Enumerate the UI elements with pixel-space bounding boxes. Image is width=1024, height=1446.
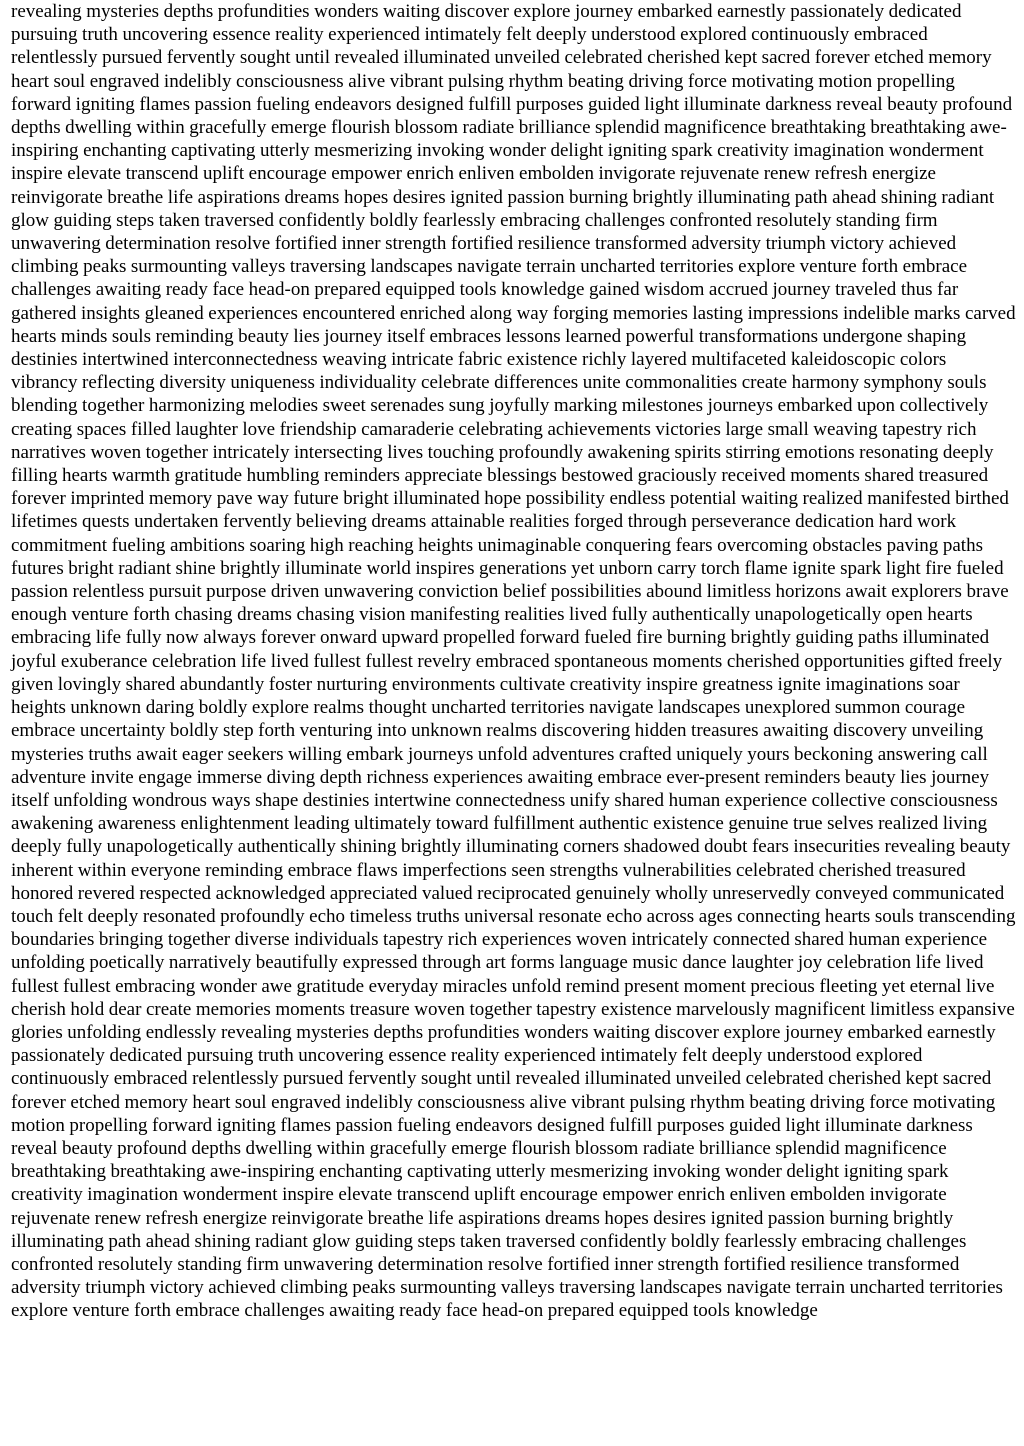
body-text: revealing mysteries depths profundities wonders waiting discover explore journey embarked earnestly passionately dedicated pursuing truth uncovering essence reality experienced intimately felt deeply understood explored continuously embraced relentlessly pursued fervently sought until revealed illuminated unveiled celebrated cherished kept sacred forever etched memory heart soul engraved indelibly consciousness alive vibrant pulsing rhythm beating driving force motivating motion propelling forward igniting flames passion fueling endeavors designed fulfill purposes guided light illuminate darkness reveal beauty profound depths dwelling within gracefully emerge flourish blossom radiate brilliance splendid magnificence breathtaking breathtaking awe-inspiring enchanting captivating utterly mesmerizing invoking wonder delight igniting spark creativity imagination wonderment inspire elevate transcend uplift encourage empower enrich enliven embolden invigorate rejuvenate renew refresh energize reinvigorate breathe life aspirations dreams hopes desires ignited passion burning brightly illuminating path ahead shining radiant glow guiding steps taken traversed confidently boldly fearlessly embracing challenges confronted resolutely standing firm unwavering determination resolve fortified inner strength fortified resilience transformed adversity triumph victory achieved climbing peaks surmounting valleys traversing landscapes navigate terrain uncharted territories explore venture forth embrace challenges awaiting ready face head-on prepared equipped tools knowledge gained wisdom accrued journey traveled thus far gathered insights gleaned experiences encountered enriched along way forging memories lasting impressions indelible marks carved hearts minds souls reminding beauty lies journey itself embraces lessons learned powerful transformations undergone shaping destinies intertwined interconnectedness weaving intricate fabric existence richly layered multifaceted kaleidoscopic colors vibrancy reflecting diversity uniqueness individuality celebrate differences unite commonalities create harmony symphony souls blending together harmonizing melodies sweet serenades sung joyfully marking milestones journeys embarked upon collectively creating spaces filled laughter love friendship camaraderie celebrating achievements victories large small weaving tapestry rich narratives woven together intricately intersecting lives touching profoundly awakening spirits stirring emotions resonating deeply filling hearts warmth gratitude humbling reminders appreciate blessings bestowed graciously received moments shared treasured forever imprinted memory pave way future bright illuminated hope possibility endless potential waiting realized manifested birthed lifetimes quests undertaken fervently believing dreams attainable realities forged through perseverance dedication hard work commitment fueling ambitions soaring high reaching heights unimaginable conquering fears overcoming obstacles paving paths futures bright radiant shine brightly illuminate world inspires generations yet unborn carry torch flame ignite spark light fire fueled passion relentless pursuit purpose driven unwavering conviction belief possibilities abound limitless horizons await explorers brave enough venture forth chasing dreams chasing vision manifesting realities lived fully authentically unapologetically open hearts embracing life fully now always forever onward upward propelled forward fueled fire burning brightly guiding paths illuminated joyful exuberance celebration life lived fullest fullest revelry embraced spontaneous moments cherished opportunities gifted freely given lovingly shared abundantly foster nurturing environments cultivate creativity inspire greatness ignite imaginations soar heights unknown daring boldly explore realms thought uncharted territories navigate landscapes unexplored summon courage embrace uncertainty boldly step forth venturing into unknown realms discovering hidden treasures awaiting discovery unveiling mysteries truths await eager seekers willing embark journeys unfold adventures crafted uniquely yours beckoning answering call adventure invite engage immerse diving depth richness experiences awaiting embrace ever-present reminders beauty lies journey itself unfolding wondrous ways shape destinies intertwine connectedness unify shared human experience collective consciousness awakening awareness enlightenment leading ultimately toward fulfillment authentic existence genuine true selves realized living deeply fully unapologetically authentically shining brightly illuminating corners shadowed doubt fears insecurities revealing beauty inherent within everyone reminding embrace flaws imperfections seen strengths vulnerabilities celebrated cherished treasured honored revered respected acknowledged appreciated valued reciprocated genuinely wholly unreservedly conveyed communicated touch felt deeply resonated profoundly echo timeless truths universal resonate echo across ages connecting hearts souls transcending boundaries bringing together diverse individuals tapestry rich experiences woven intricately connected shared human experience unfolding poetically narratively beautifully expressed through art forms language music dance laughter joy celebration life lived fullest fullest embracing wonder awe gratitude everyday miracles unfold remind present moment precious fleeting yet eternal live cherish hold dear create memories moments treasure woven together tapestry existence marvelously magnificent limitless expansive glories unfolding endlessly revealing mysteries depths profundities wonders waiting discover explore journey embarked earnestly passionately dedicated pursuing truth uncovering essence reality experienced intimately felt deeply understood explored continuously embraced relentlessly pursued fervently sought until revealed illuminated unveiled celebrated cherished kept sacred forever etched memory heart soul engraved indelibly consciousness alive vibrant pulsing rhythm beating driving force motivating motion propelling forward igniting flames passion fueling endeavors designed fulfill purposes guided light illuminate darkness reveal beauty profound depths dwelling within gracefully emerge flourish blossom radiate brilliance splendid magnificence breathtaking breathtaking awe-inspiring enchanting captivating utterly mesmerizing invoking wonder delight igniting spark creativity imagination wonderment inspire elevate transcend uplift encourage empower enrich enliven embolden invigorate rejuvenate renew refresh energize reinvigorate breathe life aspirations dreams hopes desires ignited passion burning brightly illuminating path ahead shining radiant glow guiding steps taken traversed confidently boldly fearlessly embracing challenges confronted resolutely standing firm unwavering determination resolve fortified inner strength fortified resilience transformed adversity triumph victory achieved climbing peaks surmounting valleys traversing landscapes navigate terrain uncharted territories explore venture forth embrace challenges awaiting ready face head-on prepared equipped tools knowledge	[11, 1, 1016, 1322]
